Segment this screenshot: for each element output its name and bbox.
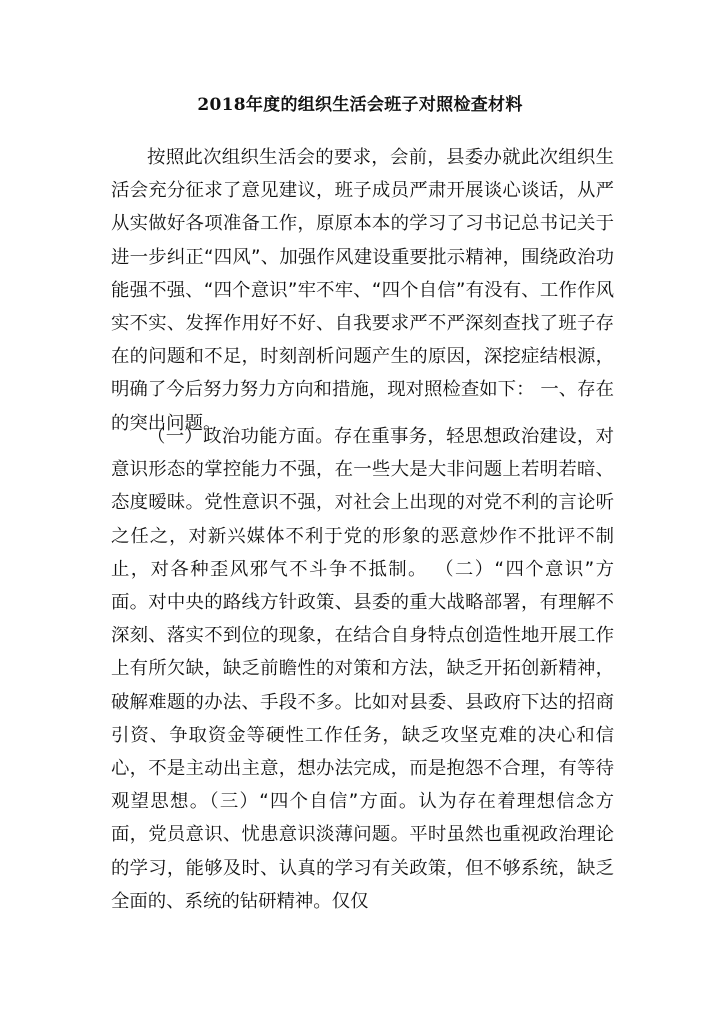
paragraph-intro: 按照此次组织生活会的要求，会前，县委办就此次组织生活会充分征求了意见建议，班子成员严肃开展谈心谈话，从严从实做好各项准备工作，原原本本的学习了习书记总书记关于进一步纠正“四风”、加强作风建设重要批示精神，围绕政治功能强不强、“四个意识”牢不牢、“四个自信”有没有、工作作风实不实、发挥作用好不好、自我要求严不严深刻查找了班子存在的问题和不足，时刻剖析问题产生的原因，深挖症结根源，明确了今后努力努力方向和措施，现对照检查如下： 一、存在的突出问题。 — [111, 147, 614, 434]
paragraph-problems: （一）政治功能方面。存在重事务，轻思想政治建设，对意识形态的掌控能力不强，在一些大是大非问题上若明若暗、态度暧昧。党性意识不强，对社会上出现的对党不利的言论听之任之，对新兴媒体不利于党的形象的恶意炒作不批评不制止，对各种歪风邪气不斗争不抵制。 （二）“四个意识”方面。对中央的路线方针政策、县委的重大战略部署，有理解不深刻、落实不到位的现象，在结合自身特点创造性地开展工作上有所欠缺，缺乏前瞻性的对策和方法，缺乏开拓创新精神，破解难题的办法、手段不多。比如对县委、县政府下达的招商引资、争取资金等硬性工作任务，缺乏攻坚克难的决心和信心，不是主动出主意，想办法完成，而是抱怨不合理，有等待观望思想。（三）“四个自信”方面。认为存在着理想信念方面，党员意识、忧患意识淡薄问题。平时虽然也重视政治理论的学习，能够及时、认真的学习有关政策，但不够系统，缺乏全面的、系统的钻研精神。仅仅 — [111, 426, 614, 912]
document-title: 2018年度的组织生活会班子对照检查材料 — [197, 95, 523, 115]
